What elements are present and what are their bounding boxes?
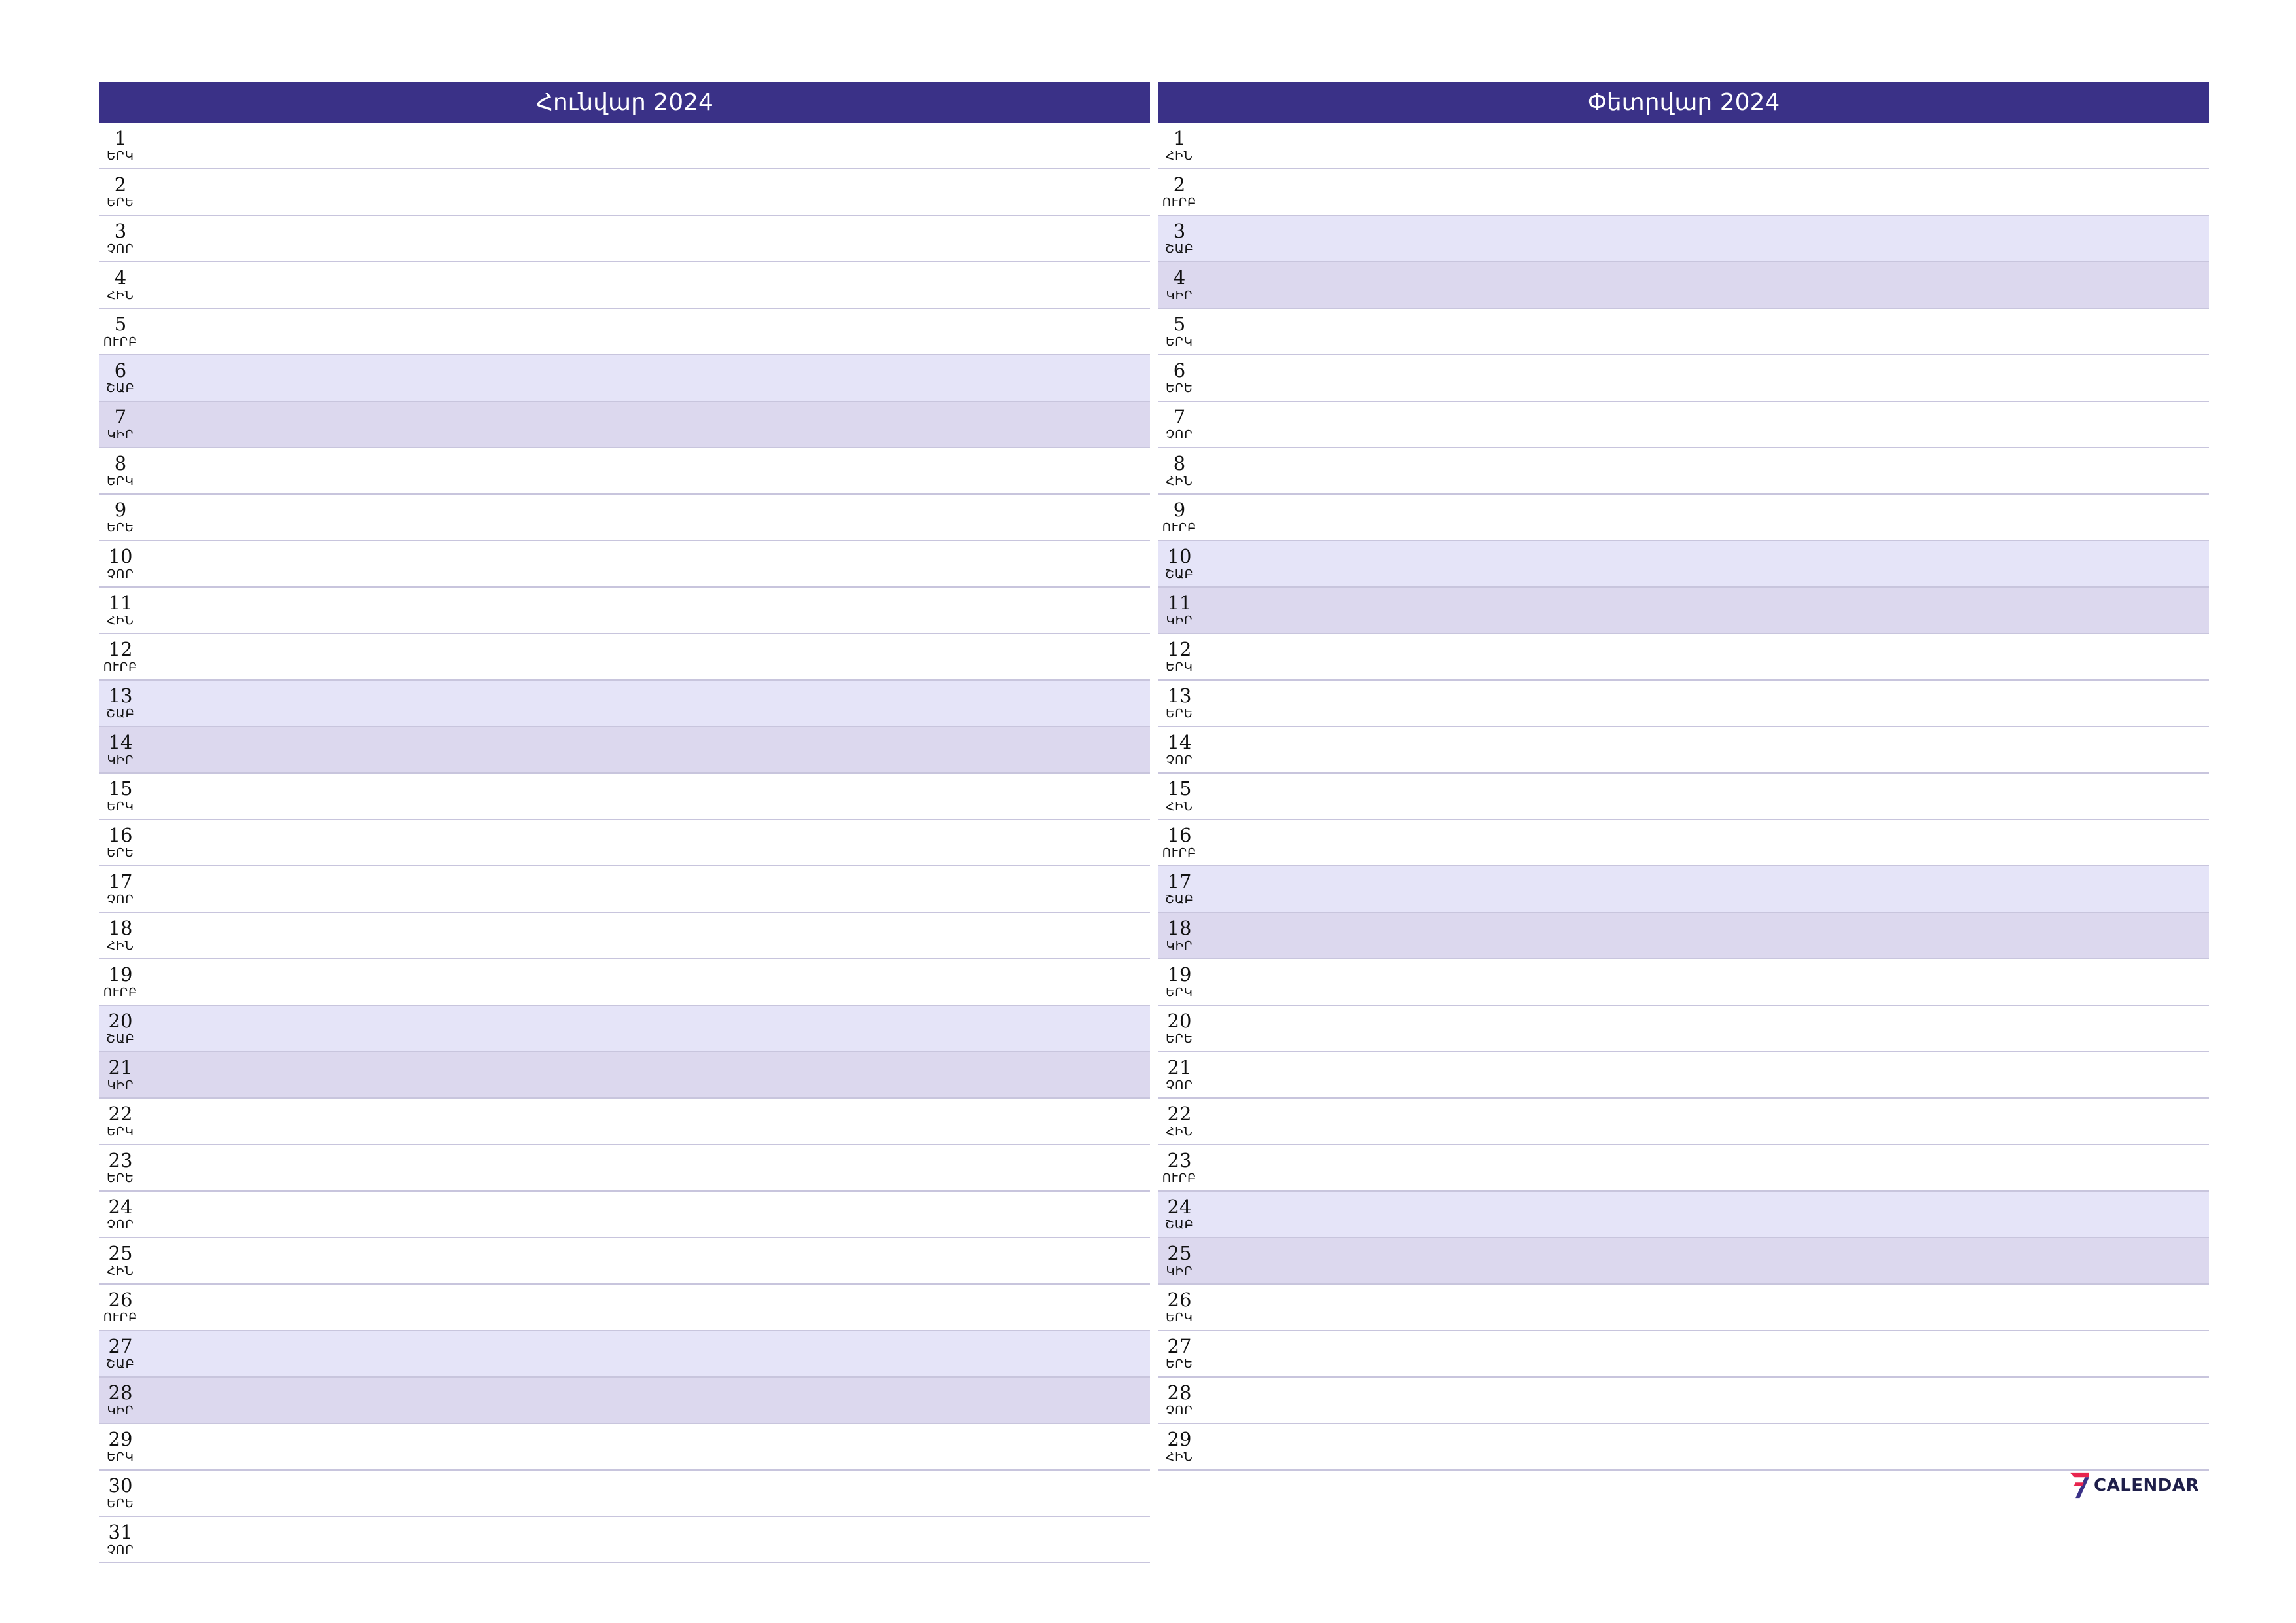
weekday-name: ԵՐԿ [1166,335,1193,349]
day-row [1158,1378,2209,1424]
day-row [1158,169,2209,216]
day-number: 27 [108,1335,133,1357]
day-number: 29 [1167,1428,1192,1450]
weekday-name: ՀԻՆ [1166,1125,1193,1139]
day-row [99,495,1150,541]
weekday-name: ԿԻՐ [107,753,134,767]
day-number: 18 [108,917,133,939]
weekday-name: ՈՒՐԲ [103,660,138,674]
day-row [1158,216,2209,262]
day-row [99,169,1150,216]
day-number: 9 [114,499,127,521]
day-row [99,959,1150,1006]
day-number: 2 [114,173,127,196]
day-number: 18 [1167,917,1192,939]
weekday-name: ԵՐԵ [107,521,134,535]
day-number: 10 [1167,545,1192,567]
day-row [99,681,1150,727]
month-january [99,82,1150,1563]
day-number: 2 [1173,173,1186,196]
day-number: 10 [108,545,133,567]
day-row [1158,1192,2209,1238]
day-row [1158,820,2209,866]
weekday-name: ՈՒՐԲ [1162,846,1197,860]
day-row [99,1331,1150,1378]
day-row [99,402,1150,448]
day-number: 22 [1167,1103,1192,1125]
weekday-name: ՇԱԲ [1165,893,1194,906]
day-number: 6 [114,359,127,382]
day-number: 12 [108,638,133,660]
weekday-name: ԵՐԿ [1166,986,1193,999]
day-number: 6 [1173,359,1186,382]
day-number: 12 [1167,638,1192,660]
day-number: 8 [114,452,127,474]
day-number: 11 [1167,592,1192,614]
day-row [99,1145,1150,1192]
day-row [99,1052,1150,1099]
weekday-name: ՀԻՆ [107,614,134,628]
weekday-name: ՇԱԲ [1165,242,1194,256]
day-number: 28 [108,1382,133,1404]
weekday-name: ՈՒՐԲ [103,1311,138,1325]
day-row [1158,309,2209,355]
weekday-name: ԵՐԵ [107,846,134,860]
weekday-name: ՀԻՆ [1166,1450,1193,1464]
day-number: 22 [108,1103,133,1125]
weekday-name: ՀԻՆ [107,1264,134,1278]
day-number: 15 [1167,777,1192,800]
day-number: 17 [108,870,133,893]
day-list [99,123,1150,1563]
day-row [1158,262,2209,309]
day-number: 17 [1167,870,1192,893]
day-row [99,1192,1150,1238]
day-number: 30 [108,1474,133,1497]
day-row [99,1471,1150,1517]
month-february [1158,82,2209,1471]
day-list [1158,123,2209,1471]
weekday-name: ՉՈՐ [1166,753,1193,767]
day-row [1158,1285,2209,1331]
day-number: 29 [108,1428,133,1450]
weekday-name: ԿԻՐ [107,1079,134,1092]
day-row [1158,1331,2209,1378]
day-row [1158,448,2209,495]
weekday-name: ԿԻՐ [1166,614,1193,628]
day-number: 7 [1173,406,1186,428]
day-number: 16 [1167,824,1192,846]
weekday-name: ԵՐԵ [107,1497,134,1510]
day-row [1158,355,2209,402]
weekday-name: ԿԻՐ [1166,939,1193,953]
weekday-name: ԵՐԿ [107,800,134,813]
day-row [1158,634,2209,681]
day-number: 27 [1167,1335,1192,1357]
day-number: 19 [108,963,133,986]
day-number: 24 [1167,1196,1192,1218]
day-row [99,1099,1150,1145]
day-row [1158,1238,2209,1285]
weekday-name: ԵՐԵ [1166,1032,1193,1046]
day-row [99,262,1150,309]
day-number: 24 [108,1196,133,1218]
day-number: 16 [108,824,133,846]
day-row [1158,1006,2209,1052]
day-number: 13 [1167,685,1192,707]
weekday-name: ԿԻՐ [107,1404,134,1418]
day-row [99,216,1150,262]
day-row [99,448,1150,495]
weekday-name: ՉՈՐ [107,893,134,906]
day-row [99,541,1150,588]
day-row [99,1424,1150,1471]
day-row [99,866,1150,913]
day-number: 1 [1173,127,1186,149]
day-row [99,820,1150,866]
weekday-name: ՀԻՆ [1166,800,1193,813]
day-number: 28 [1167,1382,1192,1404]
weekday-name: ՈՒՐԲ [103,986,138,999]
day-number: 19 [1167,963,1192,986]
day-number: 21 [1167,1056,1192,1079]
day-row [99,1238,1150,1285]
day-number: 15 [108,777,133,800]
day-number: 23 [108,1149,133,1171]
weekday-name: ԵՐԵ [1166,707,1193,721]
weekday-name: ՀԻՆ [107,289,134,302]
day-number: 25 [108,1242,133,1264]
day-row [1158,959,2209,1006]
day-row [99,634,1150,681]
month-header: Հունվար 2024 [99,82,1150,123]
seven-logo-icon [2068,1467,2091,1504]
weekday-name: ԵՐԿ [1166,660,1193,674]
day-number: 25 [1167,1242,1192,1264]
day-row [1158,681,2209,727]
weekday-name: ՇԱԲ [1165,1218,1194,1232]
day-row [99,355,1150,402]
day-row [1158,1145,2209,1192]
weekday-name: ԵՐԿ [107,1125,134,1139]
day-row [99,1378,1150,1424]
weekday-name: ՇԱԲ [106,1032,135,1046]
weekday-name: ՈՒՐԲ [1162,521,1197,535]
day-number: 14 [108,731,133,753]
weekday-name: ԵՐԿ [107,474,134,488]
day-number: 14 [1167,731,1192,753]
weekday-name: ՀԻՆ [107,939,134,953]
weekday-name: ՇԱԲ [106,707,135,721]
weekday-name: ՉՈՐ [1166,1404,1193,1418]
weekday-name: ՀԻՆ [1166,474,1193,488]
day-number: 13 [108,685,133,707]
day-number: 4 [1173,266,1186,289]
weekday-name: ՈՒՐԲ [103,335,138,349]
day-row [99,774,1150,820]
day-row [1158,402,2209,448]
day-row [1158,774,2209,820]
day-row [1158,866,2209,913]
day-number: 20 [108,1010,133,1032]
day-number: 5 [114,313,127,335]
day-row [99,913,1150,959]
day-number: 9 [1173,499,1186,521]
weekday-name: ԵՐԿ [107,149,134,163]
day-row [99,1517,1150,1563]
day-number: 3 [1173,220,1186,242]
day-row [99,588,1150,634]
weekday-name: ՉՈՐ [1166,1079,1193,1092]
day-row [1158,495,2209,541]
day-row [99,123,1150,169]
weekday-name: ԵՐԵ [107,196,134,209]
weekday-name: ԵՐԿ [107,1450,134,1464]
weekday-name: ԿԻՐ [1166,1264,1193,1278]
day-number: 7 [114,406,127,428]
month-header: Փետրվար 2024 [1158,82,2209,123]
day-number: 3 [114,220,127,242]
day-number: 21 [108,1056,133,1079]
weekday-name: ԵՐԿ [1166,1311,1193,1325]
weekday-name: ՉՈՐ [107,1543,134,1557]
day-number: 20 [1167,1010,1192,1032]
day-row [1158,913,2209,959]
day-number: 26 [108,1289,133,1311]
weekday-name: ԿԻՐ [107,428,134,442]
day-row [99,1006,1150,1052]
weekday-name: ՉՈՐ [107,567,134,581]
weekday-name: ՇԱԲ [106,382,135,395]
day-row [1158,588,2209,634]
day-number: 4 [114,266,127,289]
weekday-name: ՀԻՆ [1166,149,1193,163]
weekday-name: ՈՒՐԲ [1162,1171,1197,1185]
weekday-name: ԿԻՐ [1166,289,1193,302]
day-row [99,309,1150,355]
day-number: 11 [108,592,133,614]
day-row [1158,727,2209,774]
day-number: 1 [114,127,127,149]
day-row [99,1285,1150,1331]
day-row [99,727,1150,774]
weekday-name: ՇԱԲ [1165,567,1194,581]
weekday-name: ՉՈՐ [107,1218,134,1232]
day-number: 31 [108,1521,133,1543]
weekday-name: ԵՐԵ [1166,382,1193,395]
day-number: 23 [1167,1149,1192,1171]
day-row [1158,1052,2209,1099]
weekday-name: ԵՐԵ [1166,1357,1193,1371]
day-row [1158,1424,2209,1471]
logo-text: CALENDAR [2093,1476,2199,1495]
calendar-logo [2068,1466,2199,1505]
day-number: 8 [1173,452,1186,474]
weekday-name: ՉՈՐ [107,242,134,256]
day-number: 5 [1173,313,1186,335]
day-row [1158,1099,2209,1145]
weekday-name: ՇԱԲ [106,1357,135,1371]
weekday-name: ԵՐԵ [107,1171,134,1185]
weekday-name: ՉՈՐ [1166,428,1193,442]
day-number: 26 [1167,1289,1192,1311]
weekday-name: ՈՒՐԲ [1162,196,1197,209]
day-row [1158,541,2209,588]
day-row [1158,123,2209,169]
